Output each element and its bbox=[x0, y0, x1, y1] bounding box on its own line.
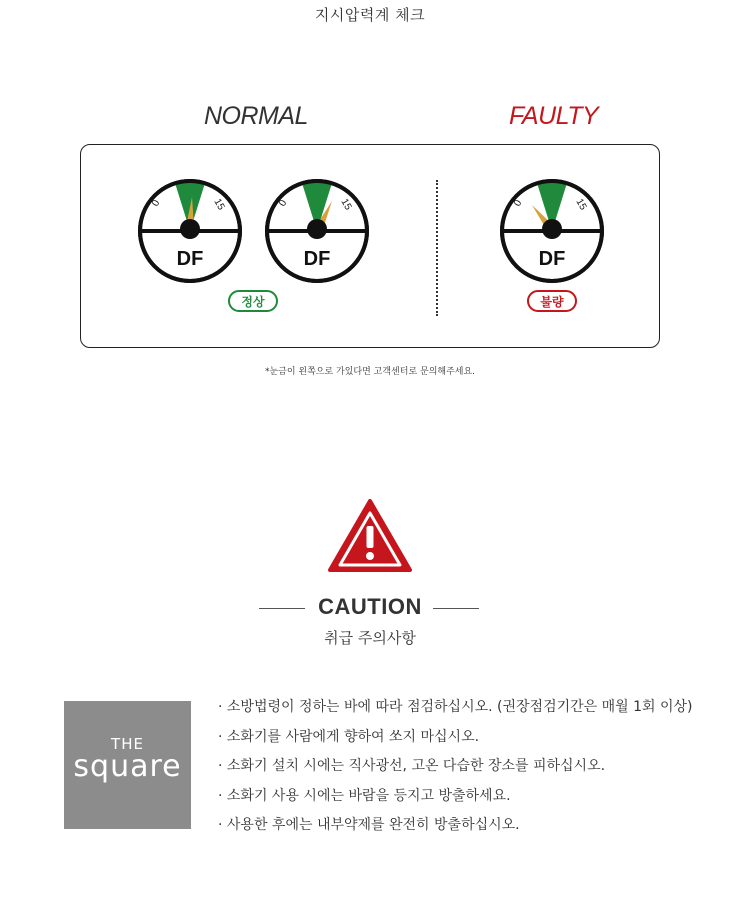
bad-badge: 불량 bbox=[527, 290, 577, 312]
scale-max-label: 15 bbox=[573, 197, 589, 213]
panel-divider bbox=[436, 180, 438, 316]
gauge-label: DF bbox=[303, 248, 331, 270]
faulty-heading: FAULTY bbox=[509, 102, 599, 130]
list-item: · 사용한 후에는 내부약제를 완전히 방출하십시오. bbox=[218, 817, 520, 833]
scale-min-label: 0 bbox=[512, 198, 525, 209]
caution-header bbox=[0, 594, 740, 624]
normal-gauge-1 bbox=[136, 177, 244, 285]
gauge-dial-icon bbox=[136, 177, 244, 285]
scale-max-label: 15 bbox=[211, 197, 227, 213]
brand-logo-name: square bbox=[73, 749, 182, 784]
scale-max-label: 15 bbox=[338, 197, 354, 213]
caution-rule-right bbox=[433, 608, 479, 609]
caution-notes-list bbox=[218, 697, 693, 845]
caution-rule-left bbox=[259, 608, 305, 609]
gauge-label: DF bbox=[176, 248, 204, 270]
list-item: · 소화기 설치 시에는 직사광선, 고온 다습한 장소를 피하십시오. bbox=[218, 758, 606, 774]
caution-subtitle: 취급 주의사항 bbox=[324, 629, 416, 647]
list-item: · 소방법령이 정하는 바에 따라 점검하십시오. (권장점검기간은 매월 1회 이상) bbox=[218, 699, 693, 715]
list-item: · 소화기 사용 시에는 바람을 등지고 방출하세요. bbox=[218, 787, 511, 804]
normal-gauge-2 bbox=[263, 177, 371, 285]
page-title: 지시압력계 체크 bbox=[314, 6, 426, 24]
normal-heading: NORMAL bbox=[204, 102, 308, 130]
scale-min-label: 0 bbox=[150, 198, 163, 209]
gauge-dial-icon bbox=[498, 177, 606, 285]
footnote: *눈금이 왼쪽으로 가있다면 고객센터로 문의해주세요. bbox=[264, 367, 476, 377]
caution-title: CAUTION bbox=[318, 594, 422, 619]
gauge-dial-icon bbox=[263, 177, 371, 285]
gauge-label: DF bbox=[538, 248, 566, 270]
warning-triangle-icon bbox=[327, 498, 413, 578]
brand-logo-the: THE bbox=[111, 735, 144, 753]
faulty-gauge bbox=[498, 177, 606, 285]
list-item: · 소화기를 사람에게 향하여 쏘지 마십시오. bbox=[218, 728, 480, 745]
scale-min-label: 0 bbox=[277, 198, 290, 209]
ok-badge: 정상 bbox=[228, 290, 278, 312]
brand-logo bbox=[64, 701, 191, 829]
